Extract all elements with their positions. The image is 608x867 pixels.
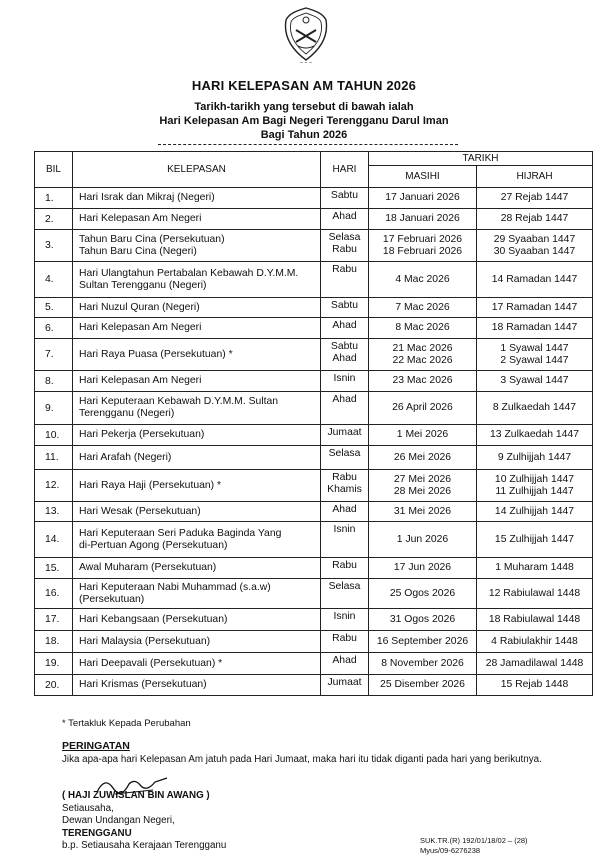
cell-bil: 3. [35, 230, 73, 262]
cell-hijrah: 1 Muharam 1448 [477, 558, 593, 579]
cell-hari: Selasa [321, 579, 369, 609]
table-row [35, 631, 593, 653]
table-row [35, 209, 593, 230]
cell-masihi: 1 Mei 2026 [369, 425, 477, 446]
table-row [35, 675, 593, 696]
cell-bil: 9. [35, 392, 73, 425]
cell-masihi: 16 September 2026 [369, 631, 477, 653]
cell-hari: Rabu [321, 558, 369, 579]
header-kelepasan: KELEPASAN [73, 152, 321, 188]
cell-kelepasan: Hari Kelepasan Am Negeri [73, 371, 321, 392]
cell-masihi: 23 Mac 2026 [369, 371, 477, 392]
signatory-state: TERENGGANU [62, 827, 132, 839]
cell-hijrah: 3 Syawal 1447 [477, 371, 593, 392]
cell-kelepasan: Hari Keputeraan Nabi Muhammad (s.a.w) (Persekutuan) [73, 579, 321, 609]
header-masihi: MASIHI [369, 166, 477, 188]
table-row [35, 579, 593, 609]
reference-line-2: Myus/09-6276238 [420, 846, 481, 855]
cell-hari: Jumaat [321, 675, 369, 696]
cell-hari: Ahad [321, 209, 369, 230]
cell-kelepasan: Hari Kelepasan Am Negeri [73, 209, 321, 230]
cell-masihi: 21 Mac 2026 22 Mac 2026 [369, 339, 477, 371]
cell-kelepasan: Hari Ulangtahun Pertabalan Kebawah D.Y.M.M. Sultan Terengganu (Negeri) [73, 262, 321, 298]
cell-kelepasan: Hari Malaysia (Persekutuan) [73, 631, 321, 653]
cell-masihi: 31 Ogos 2026 [369, 609, 477, 631]
cell-bil: 15. [35, 558, 73, 579]
cell-masihi: 1 Jun 2026 [369, 522, 477, 558]
cell-kelepasan: Hari Arafah (Negeri) [73, 446, 321, 470]
cell-hari: Rabu Khamis [321, 470, 369, 502]
table-row [35, 653, 593, 675]
cell-hijrah: 10 Zulhijjah 1447 11 Zulhijjah 1447 [477, 470, 593, 502]
cell-bil: 19. [35, 653, 73, 675]
cell-kelepasan: Hari Kelepasan Am Negeri [73, 318, 321, 339]
cell-hijrah: 27 Rejab 1447 [477, 188, 593, 209]
cell-hari: Sabtu Ahad [321, 339, 369, 371]
cell-bil: 20. [35, 675, 73, 696]
cell-masihi: 18 Januari 2026 [369, 209, 477, 230]
cell-kelepasan: Hari Nuzul Quran (Negeri) [73, 298, 321, 318]
cell-hijrah: 15 Zulhijjah 1447 [477, 522, 593, 558]
cell-masihi: 25 Disember 2026 [369, 675, 477, 696]
table-row [35, 609, 593, 631]
cell-kelepasan: Hari Israk dan Mikraj (Negeri) [73, 188, 321, 209]
cell-masihi: 8 November 2026 [369, 653, 477, 675]
subtitle-line-1: Tarikh-tarikh yang tersebut di bawah ialah [194, 101, 414, 113]
cell-bil: 13. [35, 502, 73, 522]
signature-block [62, 790, 226, 853]
cell-hijrah: 8 Zulkaedah 1447 [477, 392, 593, 425]
terengganu-crest-icon [283, 6, 329, 66]
header-bil: BIL [35, 152, 73, 188]
cell-hijrah: 18 Rabiulawal 1448 [477, 609, 593, 631]
svg-text:~ ~ ~: ~ ~ ~ [299, 60, 313, 65]
cell-hijrah: 28 Rejab 1447 [477, 209, 593, 230]
cell-kelepasan: Hari Deepavali (Persekutuan) * [73, 653, 321, 675]
cell-hijrah: 12 Rabiulawal 1448 [477, 579, 593, 609]
cell-bil: 10. [35, 425, 73, 446]
cell-bil: 14. [35, 522, 73, 558]
table-row [35, 318, 593, 339]
cell-kelepasan: Hari Raya Haji (Persekutuan) * [73, 470, 321, 502]
cell-masihi: 8 Mac 2026 [369, 318, 477, 339]
cell-bil: 11. [35, 446, 73, 470]
table-row [35, 262, 593, 298]
cell-kelepasan: Hari Kebangsaan (Persekutuan) [73, 609, 321, 631]
cell-bil: 8. [35, 371, 73, 392]
table-row [35, 298, 593, 318]
table-row [35, 558, 593, 579]
table-row [35, 230, 593, 262]
table-row [35, 425, 593, 446]
cell-hijrah: 18 Ramadan 1447 [477, 318, 593, 339]
cell-bil: 1. [35, 188, 73, 209]
cell-masihi: 17 Januari 2026 [369, 188, 477, 209]
cell-bil: 7. [35, 339, 73, 371]
cell-hari: Selasa Rabu [321, 230, 369, 262]
header-hijrah: HIJRAH [477, 166, 593, 188]
cell-bil: 4. [35, 262, 73, 298]
table-row [35, 522, 593, 558]
table-row [35, 502, 593, 522]
cell-hijrah: 29 Syaaban 1447 30 Syaaban 1447 [477, 230, 593, 262]
holiday-table [34, 151, 593, 696]
cell-bil: 5. [35, 298, 73, 318]
page-title: HARI KELEPASAN AM TAHUN 2026 [191, 78, 417, 93]
cell-masihi: 4 Mac 2026 [369, 262, 477, 298]
cell-bil: 12. [35, 470, 73, 502]
cell-bil: 16. [35, 579, 73, 609]
signatory-name: ( HAJI ZUWISLAN BIN AWANG ) [62, 790, 210, 801]
cell-hari: Sabtu [321, 298, 369, 318]
dashed-divider [158, 144, 458, 145]
cell-hari: Ahad [321, 392, 369, 425]
cell-bil: 6. [35, 318, 73, 339]
cell-bil: 17. [35, 609, 73, 631]
cell-hijrah: 1 Syawal 1447 2 Syawal 1447 [477, 339, 593, 371]
peringatan-heading: PERINGATAN [62, 740, 130, 752]
cell-masihi: 17 Februari 2026 18 Februari 2026 [369, 230, 477, 262]
peringatan-text: Jika apa-apa hari Kelepasan Am jatuh pada Hari Jumaat, maka hari itu tidak diganti pada hari yang berikutnya. [62, 754, 542, 765]
cell-hari: Isnin [321, 609, 369, 631]
cell-masihi: 31 Mei 2026 [369, 502, 477, 522]
cell-bil: 18. [35, 631, 73, 653]
cell-hari: Jumaat [321, 425, 369, 446]
table-row [35, 188, 593, 209]
reference-number [420, 836, 528, 856]
table-row [35, 470, 593, 502]
header-hari: HARI [321, 152, 369, 188]
cell-kelepasan: Hari Keputeraan Seri Paduka Baginda Yang di-Pertuan Agong (Persekutuan) [73, 522, 321, 558]
cell-hari: Rabu [321, 262, 369, 298]
table-row [35, 392, 593, 425]
table-row [35, 446, 593, 470]
footnote: * Tertakluk Kepada Perubahan [62, 718, 191, 729]
subtitle-line-3: Bagi Tahun 2026 [260, 129, 348, 141]
cell-kelepasan: Hari Pekerja (Persekutuan) [73, 425, 321, 446]
cell-hijrah: 9 Zulhijjah 1447 [477, 446, 593, 470]
cell-masihi: 7 Mac 2026 [369, 298, 477, 318]
cell-hijrah: 17 Ramadan 1447 [477, 298, 593, 318]
cell-masihi: 17 Jun 2026 [369, 558, 477, 579]
cell-masihi: 26 April 2026 [369, 392, 477, 425]
cell-kelepasan: Hari Krismas (Persekutuan) [73, 675, 321, 696]
cell-bil: 2. [35, 209, 73, 230]
table-row [35, 371, 593, 392]
header-tarikh: TARIKH [369, 152, 593, 166]
subtitle-line-2: Hari Kelepasan Am Bagi Negeri Terengganu Darul Iman [159, 115, 449, 127]
cell-kelepasan: Hari Raya Puasa (Persekutuan) * [73, 339, 321, 371]
cell-kelepasan: Hari Wesak (Persekutuan) [73, 502, 321, 522]
cell-hari: Rabu [321, 631, 369, 653]
cell-hari: Isnin [321, 522, 369, 558]
cell-masihi: 26 Mei 2026 [369, 446, 477, 470]
cell-hari: Sabtu [321, 188, 369, 209]
cell-hari: Isnin [321, 371, 369, 392]
cell-hari: Ahad [321, 318, 369, 339]
cell-hari: Ahad [321, 653, 369, 675]
signatory-behalf: b.p. Setiausaha Kerajaan Terengganu [62, 840, 227, 851]
cell-kelepasan: Hari Keputeraan Kebawah D.Y.M.M. Sultan Terengganu (Negeri) [73, 392, 321, 425]
cell-hijrah: 28 Jamadilawal 1448 [477, 653, 593, 675]
cell-kelepasan: Awal Muharam (Persekutuan) [73, 558, 321, 579]
signatory-title: Setiausaha, [62, 802, 114, 814]
cell-hari: Selasa [321, 446, 369, 470]
cell-hijrah: 14 Zulhijjah 1447 [477, 502, 593, 522]
signatory-office: Dewan Undangan Negeri, [62, 815, 175, 826]
cell-masihi: 25 Ogos 2026 [369, 579, 477, 609]
reference-line-1: SUK.TR.(R) 192/01/18/02 – (28) [420, 836, 528, 845]
cell-kelepasan: Tahun Baru Cina (Persekutuan) Tahun Baru Cina (Negeri) [73, 230, 321, 262]
table-row [35, 339, 593, 371]
cell-hijrah: 15 Rejab 1448 [477, 675, 593, 696]
cell-masihi: 27 Mei 2026 28 Mei 2026 [369, 470, 477, 502]
cell-hari: Ahad [321, 502, 369, 522]
cell-hijrah: 4 Rabiulakhir 1448 [477, 631, 593, 653]
cell-hijrah: 14 Ramadan 1447 [477, 262, 593, 298]
cell-hijrah: 13 Zulkaedah 1447 [477, 425, 593, 446]
